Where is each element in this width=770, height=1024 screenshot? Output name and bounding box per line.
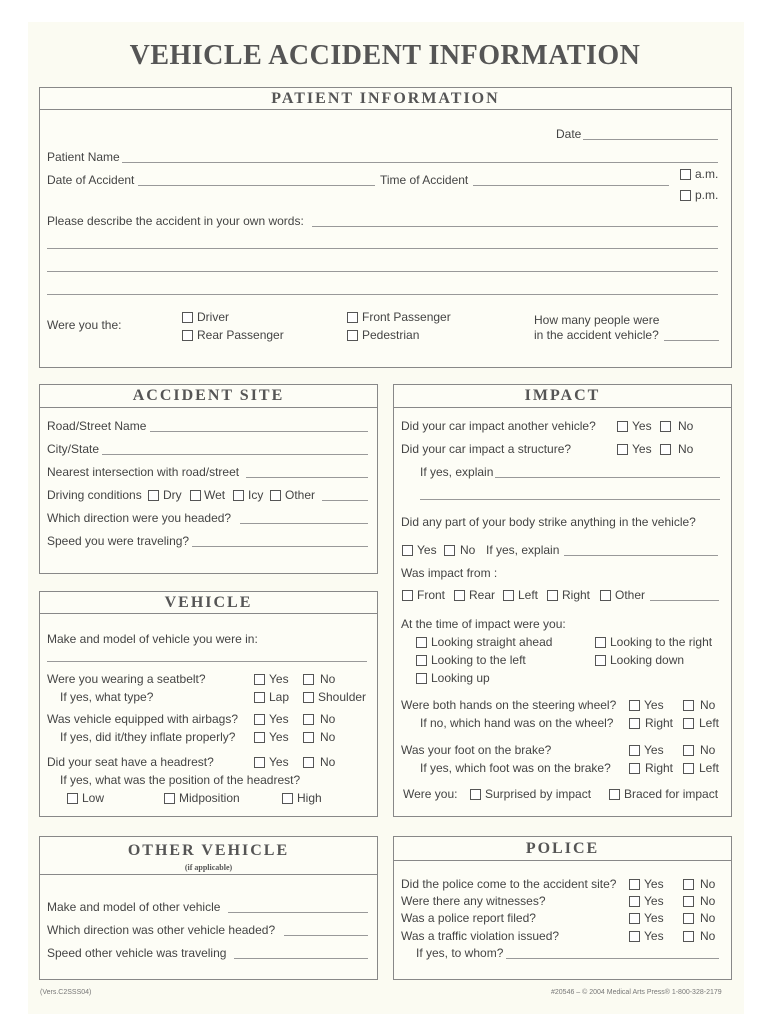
to-right-label: Looking to the right: [610, 635, 713, 649]
seatbelt-no-checkbox[interactable]: [303, 674, 314, 685]
high-label: High: [297, 791, 322, 805]
headrest-no-checkbox[interactable]: [303, 757, 314, 768]
describe-line-1[interactable]: [312, 226, 718, 227]
time-of-accident-label: Time of Accident: [380, 173, 469, 187]
report-yes-checkbox[interactable]: [629, 913, 640, 924]
police-header: POLICE: [394, 837, 731, 861]
rear-passenger-checkbox[interactable]: [182, 330, 193, 341]
headrest-yes-label: Yes: [269, 755, 289, 769]
body-strike-yes-checkbox[interactable]: [402, 545, 413, 556]
how-many-label-2: in the accident vehicle?: [534, 328, 659, 342]
time-of-accident-field[interactable]: [473, 185, 669, 186]
other-make-model-field[interactable]: [228, 912, 368, 913]
direction-label: Which direction were you headed?: [47, 511, 232, 525]
intersection-label: Nearest intersection with road/street: [47, 465, 240, 479]
rear-label: Rear: [469, 588, 496, 602]
police-section: [393, 836, 732, 980]
violation-yes-checkbox[interactable]: [629, 931, 640, 942]
foot-left-checkbox[interactable]: [683, 763, 694, 774]
police-come-yes-label: Yes: [644, 877, 664, 891]
body-strike-explain-field[interactable]: [564, 555, 718, 556]
to-right-checkbox[interactable]: [595, 637, 606, 648]
to-left-checkbox[interactable]: [416, 655, 427, 666]
left-checkbox[interactable]: [503, 590, 514, 601]
report-yes-label: Yes: [644, 911, 664, 925]
accident-site-section: [39, 384, 378, 574]
to-left-label: Looking to the left: [431, 653, 526, 667]
foot-left-label: Left: [699, 761, 720, 775]
which-hand-label: If no, which hand was on the wheel?: [420, 716, 614, 730]
seatbelt-type-label: If yes, what type?: [60, 690, 154, 704]
am-label: a.m.: [695, 167, 719, 181]
am-checkbox[interactable]: [680, 169, 691, 180]
foot-brake-no-label: No: [700, 743, 716, 757]
speed-field[interactable]: [192, 546, 368, 547]
seatbelt-label: Were you wearing a seatbelt?: [47, 672, 206, 686]
braced-checkbox[interactable]: [609, 789, 620, 800]
make-model-field[interactable]: [47, 661, 367, 662]
down-label: Looking down: [610, 653, 685, 667]
straight-ahead-checkbox[interactable]: [416, 637, 427, 648]
date-field[interactable]: [583, 139, 718, 140]
violation-no-label: No: [700, 929, 716, 943]
road-label: Road/Street Name: [47, 419, 147, 433]
violation-no-checkbox[interactable]: [683, 931, 694, 942]
hand-left-label: Left: [699, 716, 720, 730]
front-checkbox[interactable]: [402, 590, 413, 601]
footer-copyright: #20546 – © 2004 Medical Arts Press® 1-800-328-2179: [551, 989, 722, 996]
straight-ahead-label: Looking straight ahead: [431, 635, 553, 649]
dry-label: Dry: [163, 488, 182, 502]
direction-field[interactable]: [240, 523, 368, 524]
seatbelt-yes-checkbox[interactable]: [254, 674, 265, 685]
wet-label: Wet: [204, 488, 226, 502]
body-strike-no-checkbox[interactable]: [444, 545, 455, 556]
foot-brake-no-checkbox[interactable]: [683, 745, 694, 756]
both-hands-no-checkbox[interactable]: [683, 700, 694, 711]
impact-structure-no-label: No: [678, 442, 694, 456]
both-hands-yes-label: Yes: [644, 698, 664, 712]
impact-structure-no-checkbox[interactable]: [660, 444, 671, 455]
report-label: Was a police report filed?: [401, 911, 536, 925]
other-vehicle-title: OTHER VEHICLE: [127, 842, 290, 859]
impact-structure-yes-checkbox[interactable]: [617, 444, 628, 455]
witnesses-label: Were there any witnesses?: [401, 894, 546, 908]
other-condition-field[interactable]: [322, 500, 368, 501]
body-strike-label: Did any part of your body strike anything in the vehicle?: [401, 515, 696, 529]
braced-label: Braced for impact: [624, 787, 719, 801]
shoulder-label: Shoulder: [318, 690, 367, 704]
structure-explain-field-2[interactable]: [420, 499, 720, 500]
other-impact-label: Other: [615, 588, 646, 602]
inflate-no-checkbox[interactable]: [303, 732, 314, 743]
impact-structure-yes-label: Yes: [632, 442, 652, 456]
inflate-yes-label: Yes: [269, 730, 289, 744]
both-hands-yes-checkbox[interactable]: [629, 700, 640, 711]
airbags-yes-checkbox[interactable]: [254, 714, 265, 725]
how-many-field[interactable]: [664, 340, 719, 341]
witnesses-no-checkbox[interactable]: [683, 896, 694, 907]
inflate-no-label: No: [320, 730, 336, 744]
intersection-field[interactable]: [246, 477, 368, 478]
wet-checkbox[interactable]: [190, 490, 201, 501]
impact-vehicle-yes-checkbox[interactable]: [617, 421, 628, 432]
impact-header: IMPACT: [394, 385, 731, 408]
other-condition-checkbox[interactable]: [270, 490, 281, 501]
describe-label: Please describe the accident in your own words:: [47, 214, 304, 228]
accident-site-header: ACCIDENT SITE: [40, 385, 377, 408]
other-vehicle-header: [40, 837, 377, 875]
foot-right-checkbox[interactable]: [629, 763, 640, 774]
speed-label: Speed you were traveling?: [47, 534, 190, 548]
foot-right-label: Right: [645, 761, 674, 775]
pm-label: p.m.: [695, 188, 719, 202]
report-no-checkbox[interactable]: [683, 913, 694, 924]
up-label: Looking up: [431, 671, 490, 685]
to-whom-label: If yes, to whom?: [416, 946, 504, 960]
rear-passenger-label: Rear Passenger: [197, 328, 284, 342]
surprised-checkbox[interactable]: [470, 789, 481, 800]
impact-section: [393, 384, 732, 817]
pedestrian-label: Pedestrian: [362, 328, 420, 342]
date-label: Date: [556, 127, 582, 141]
city-label: City/State: [47, 442, 100, 456]
other-impact-field[interactable]: [650, 600, 719, 601]
left-label: Left: [518, 588, 539, 602]
lap-label: Lap: [269, 690, 290, 704]
other-speed-field[interactable]: [234, 958, 368, 959]
front-passenger-label: Front Passenger: [362, 310, 451, 324]
footer-version: (Vers.C2SSS04): [40, 989, 92, 996]
headrest-position-label: If yes, what was the position of the headrest?: [60, 773, 301, 787]
icy-label: Icy: [248, 488, 264, 502]
hand-right-label: Right: [645, 716, 674, 730]
other-vehicle-subtitle: (if applicable): [184, 863, 233, 872]
witnesses-yes-label: Yes: [644, 894, 664, 908]
headrest-label: Did your seat have a headrest?: [47, 755, 214, 769]
impact-structure-label: Did your car impact a structure?: [401, 442, 572, 456]
surprised-label: Surprised by impact: [485, 787, 592, 801]
other-condition-label: Other: [285, 488, 316, 502]
police-come-yes-checkbox[interactable]: [629, 879, 640, 890]
seatbelt-yes-label: Yes: [269, 672, 289, 686]
hand-left-checkbox[interactable]: [683, 718, 694, 729]
low-checkbox[interactable]: [67, 793, 78, 804]
pm-checkbox[interactable]: [680, 190, 691, 201]
to-whom-field[interactable]: [506, 958, 719, 959]
body-strike-no-label: No: [460, 543, 476, 557]
seatbelt-no-label: No: [320, 672, 336, 686]
icy-checkbox[interactable]: [233, 490, 244, 501]
patient-name-field[interactable]: [122, 162, 718, 163]
shoulder-checkbox[interactable]: [303, 692, 314, 703]
police-come-no-label: No: [700, 877, 716, 891]
make-model-label: Make and model of vehicle you were in:: [47, 632, 258, 646]
body-strike-yes-label: Yes: [417, 543, 437, 557]
police-come-label: Did the police come to the accident site?: [401, 877, 617, 891]
high-checkbox[interactable]: [282, 793, 293, 804]
other-direction-label: Which direction was other vehicle headed?: [47, 923, 276, 937]
structure-explain-field-1[interactable]: [495, 477, 720, 478]
foot-brake-label: Was your foot on the brake?: [401, 743, 552, 757]
impact-vehicle-no-label: No: [678, 419, 694, 433]
structure-explain-label: If yes, explain: [420, 465, 494, 479]
body-strike-explain-label: If yes, explain: [486, 543, 560, 557]
impact-from-label: Was impact from :: [401, 566, 498, 580]
airbags-yes-label: Yes: [269, 712, 289, 726]
up-checkbox[interactable]: [416, 673, 427, 684]
describe-line-2[interactable]: [47, 248, 718, 249]
dry-checkbox[interactable]: [148, 490, 159, 501]
witnesses-no-label: No: [700, 894, 716, 908]
other-make-model-label: Make and model of other vehicle: [47, 900, 221, 914]
hand-right-checkbox[interactable]: [629, 718, 640, 729]
headrest-no-label: No: [320, 755, 336, 769]
how-many-label-1: How many people were: [534, 313, 660, 327]
other-direction-field[interactable]: [284, 935, 368, 936]
lap-checkbox[interactable]: [254, 692, 265, 703]
date-of-accident-field[interactable]: [138, 185, 375, 186]
impact-vehicle-no-checkbox[interactable]: [660, 421, 671, 432]
other-vehicle-section: [39, 836, 378, 980]
airbags-no-checkbox[interactable]: [303, 714, 314, 725]
road-field[interactable]: [150, 431, 368, 432]
impact-vehicle-label: Did your car impact another vehicle?: [401, 419, 596, 433]
right-checkbox[interactable]: [547, 590, 558, 601]
at-time-label: At the time of impact were you:: [401, 617, 566, 631]
inflate-label: If yes, did it/they inflate properly?: [60, 730, 236, 744]
inflate-yes-checkbox[interactable]: [254, 732, 265, 743]
patient-information-header: PATIENT INFORMATION: [40, 88, 731, 110]
front-passenger-checkbox[interactable]: [347, 312, 358, 323]
other-speed-label: Speed other vehicle was traveling: [47, 946, 227, 960]
midposition-label: Midposition: [179, 791, 240, 805]
pedestrian-checkbox[interactable]: [347, 330, 358, 341]
police-come-no-checkbox[interactable]: [683, 879, 694, 890]
midposition-checkbox[interactable]: [164, 793, 175, 804]
foot-brake-yes-checkbox[interactable]: [629, 745, 640, 756]
violation-yes-label: Yes: [644, 929, 664, 943]
airbags-label: Was vehicle equipped with airbags?: [47, 712, 238, 726]
patient-information-section: [39, 87, 732, 368]
witnesses-yes-checkbox[interactable]: [629, 896, 640, 907]
low-label: Low: [82, 791, 105, 805]
both-hands-label: Were both hands on the steering wheel?: [401, 698, 617, 712]
both-hands-no-label: No: [700, 698, 716, 712]
rear-checkbox[interactable]: [454, 590, 465, 601]
vehicle-section: [39, 591, 378, 817]
describe-line-3[interactable]: [47, 271, 718, 272]
right-label: Right: [562, 588, 591, 602]
date-of-accident-label: Date of Accident: [47, 173, 135, 187]
front-label: Front: [417, 588, 446, 602]
driving-conditions-label: Driving conditions: [47, 488, 142, 502]
driver-label: Driver: [197, 310, 229, 324]
city-field[interactable]: [102, 454, 368, 455]
report-no-label: No: [700, 911, 716, 925]
headrest-yes-checkbox[interactable]: [254, 757, 265, 768]
vehicle-header: VEHICLE: [40, 592, 377, 614]
airbags-no-label: No: [320, 712, 336, 726]
driver-checkbox[interactable]: [182, 312, 193, 323]
describe-line-4[interactable]: [47, 294, 718, 295]
were-you-the-label: Were you the:: [47, 318, 122, 332]
were-you-impact-label: Were you:: [403, 787, 458, 801]
impact-vehicle-yes-label: Yes: [632, 419, 652, 433]
down-checkbox[interactable]: [595, 655, 606, 666]
patient-name-label: Patient Name: [47, 150, 120, 164]
foot-brake-yes-label: Yes: [644, 743, 664, 757]
other-impact-checkbox[interactable]: [600, 590, 611, 601]
which-foot-label: If yes, which foot was on the brake?: [420, 761, 611, 775]
violation-label: Was a traffic violation issued?: [401, 929, 560, 943]
form-title: VEHICLE ACCIDENT INFORMATION: [129, 40, 641, 71]
